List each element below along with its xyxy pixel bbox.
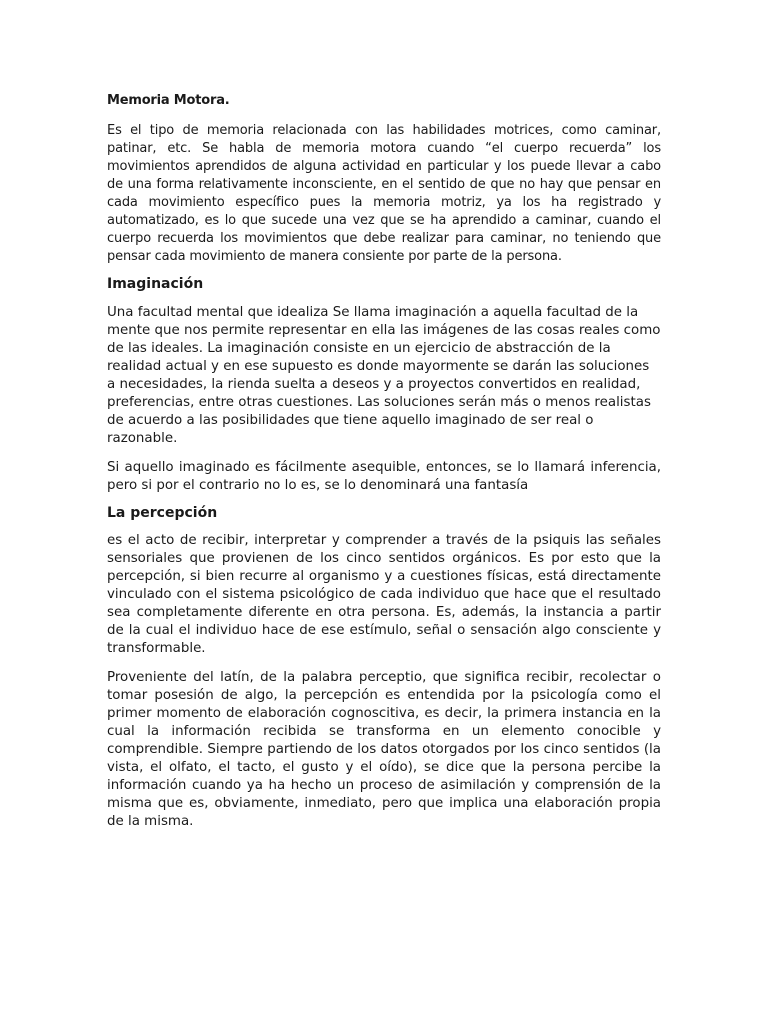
paragraph-imaginacion-1: Una facultad mental que idealiza Se llama imaginación a aquella facultad de la mente que nos permite representar en ella las imágenes de las cosas reales como de las ideales. La imaginación consiste en un ejercicio de abstracción de la realidad actual y en ese supuesto es donde mayormente se darán las soluciones a necesidades, la rienda suelta a deseos y a proyectos convertidos en realidad, preferencias, entre otras cuestiones. Las soluciones serán más o menos realistas de acuerdo a las posibilidades que tiene aquello imaginado de ser real o razonable. bbox=[107, 305, 661, 446]
paragraph-memoria-motora: Es el tipo de memoria relacionada con las habilidades motrices, como caminar, patinar, etc. Se habla de memoria motora cuando “el cuerpo recuerda” los movimientos aprendidos de alguna actividad en particular y los puede llevar a cabo de una forma relativamente inconsciente, en el sentido de que no hay que pensar en cada movimiento específico pues la memoria motriz, ya los ha registrado y automatizado, es lo que sucede una vez que se ha aprendido a caminar, cuando el cuerpo recuerda los movimientos que debe realizar para caminar, no teniendo que pensar cada movimiento de manera consiente por parte de la persona. bbox=[107, 123, 661, 264]
section-heading-memoria-motora: Memoria Motora. bbox=[107, 93, 230, 108]
paragraph-percepcion-2: Proveniente del latín, de la palabra perceptio, que significa recibir, recolectar o tomar posesión de algo, la percepción es entendida por la psicología como el primer momento de elaboración cognoscitiva, es decir, la primera instancia en la cual la información recibida se transforma en un elemento conocible y comprendible. Siempre partiendo de los datos otorgados por los cinco sentidos (la vista, el olfato, el tacto, el gusto y el oído), se dice que la persona percibe la información cuando ya ha hecho un proceso de asimilación y comprensión de la misma que es, obviamente, inmediato, pero que implica una elaboración propia de la misma. bbox=[107, 670, 661, 829]
paragraph-imaginacion-2: Si aquello imaginado es fácilmente asequible, entonces, se lo llamará inferencia, pero si por el contrario no lo es, se lo denominará una fantasía bbox=[107, 460, 661, 493]
paragraph-percepcion-1: es el acto de recibir, interpretar y comprender a través de la psiquis las señales sensoriales que provienen de los cinco sentidos orgánicos. Es por esto que la percepción, si bien recurre al organismo y a cuestiones físicas, está directamente vinculado con el sistema psicológico de cada individuo que hace que el resultado sea completamente diferente en otra persona. Es, además, la instancia a partir de la cual el individuo hace de ese estímulo, señal o sensación algo consciente y transformable. bbox=[107, 533, 661, 656]
document-page bbox=[107, 92, 661, 831]
section-heading-percepcion: La percepción bbox=[107, 505, 218, 521]
section-heading-imaginacion: Imaginación bbox=[107, 276, 204, 292]
